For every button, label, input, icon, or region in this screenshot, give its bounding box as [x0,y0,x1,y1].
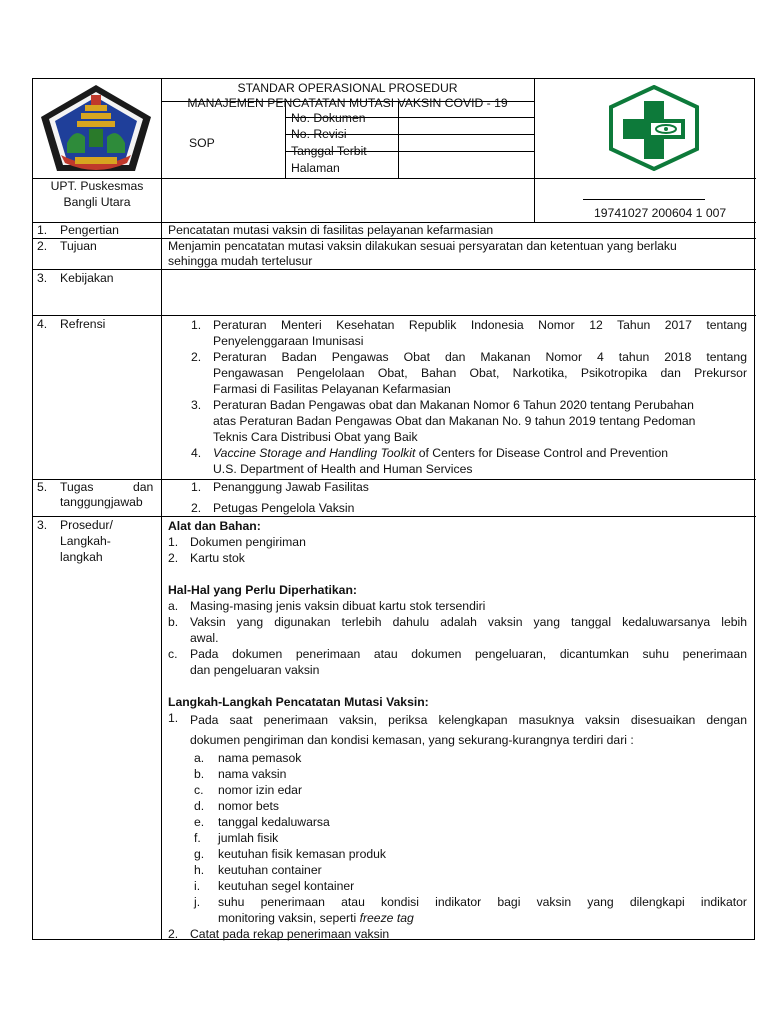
list-item [168,534,747,550]
sub-item-text-part: monitoring vaksin, seperti [218,911,360,925]
list-item [168,782,747,798]
section-heading-langkah: Langkah-Langkah Pencatatan Mutasi Vaksin: [168,695,429,709]
signature-line [583,199,705,200]
row-label-langkah: Langkah- [60,534,111,548]
list-item-text: Farmasi di Fasilitas Pelayanan Kefarmasian [213,382,451,396]
bangli-regency-emblem [39,83,153,175]
list-item [168,830,747,846]
list-item-text: Teknis Cara Distribusi Obat yang Baik [213,430,418,444]
list-item-text: dan pengeluaran vaksin [190,663,320,677]
list-item-number: 1. [168,711,179,725]
row-label-dan: dan [133,480,154,494]
list-item [191,317,747,349]
row-line [33,315,756,316]
list-item-letter: b. [168,615,179,629]
sub-item-letter: c. [194,783,204,797]
sub-item-text: keutuhan container [218,863,322,877]
list-item-text: Peraturan Badan Pengawas Obat dan Makanan Nomor 4 tahun 2018 tentang [213,350,747,364]
list-item-number: 1. [191,480,202,494]
list-item [191,349,747,397]
row-label-referensi: Refrensi [60,317,106,331]
row-label-tugas: Tugas [60,480,94,494]
list-item [168,798,747,814]
list-item-text: Peraturan Badan Pengawas obat dan Makanan Nomor 6 Tahun 2020 tentang Perubahan [213,398,694,412]
italic-title: Vaccine Storage and Handling Toolkit [213,446,416,460]
procedure-content [168,518,747,942]
list-item-text: Pada dokumen penerimaan atau dokumen pengeluaran, dicantumkan suhu penerimaan [190,647,747,661]
sub-item-letter: b. [194,767,205,781]
list-item-number: 2. [168,927,179,941]
sub-item-letter: f. [194,831,201,845]
list-item [168,814,747,830]
sub-item-text: tanggal kedaluwarsa [218,815,330,829]
list-item-text: Catat pada rekap penerimaan vaksin [190,927,390,941]
tujuan-text-line2: sehingga mudah tertelusur [168,254,313,268]
sub-item-letter: j. [194,895,201,909]
row-label-tujuan: Tujuan [60,239,97,253]
org-name-line1: UPT. Puskesmas [50,179,144,193]
doc-field-no-dokumen: No. Dokumen [291,111,366,125]
list-item [168,646,747,678]
sub-item-text: nomor izin edar [218,783,302,797]
spacer [168,566,747,582]
list-item [168,862,747,878]
sop-value-divider [398,101,399,178]
list-item-text: Dokumen pengiriman [190,535,306,549]
list-item [168,878,747,894]
list-item [168,846,747,862]
list-item-text: awal. [190,631,219,645]
org-name-line2: Bangli Utara [63,195,131,209]
sub-item-letter: a. [194,751,205,765]
list-item [168,614,747,646]
list-item-number: 2. [168,551,179,565]
sop-field-divider [285,101,286,178]
list-item [168,926,747,942]
list-item-text: Masing-masing jenis vaksin dibuat kartu stok tersendiri [190,599,486,613]
section-heading-hal: Hal-Hal yang Perlu Diperhatikan: [168,583,357,597]
sub-item-letter: i. [194,879,201,893]
list-item [168,710,747,750]
sub-item-text: jumlah fisik [218,831,279,845]
list-item-text: Pengawasan Pengelolaan Obat, Bahan Obat, Narkotika, Psikotropika dan Prekursor [213,366,747,380]
list-item [168,750,747,766]
row-number: 3. [37,518,48,532]
list-item-number: 1. [168,535,179,549]
list-item-text-rest: of Centers for Disease Control and Prevention [415,446,669,460]
list-item-text: Penanggung Jawab Fasilitas [213,480,369,494]
list-item [168,894,747,926]
sub-item-text: nama vaksin [218,767,287,781]
list-item-number: 1. [191,318,202,332]
list-item-text: Pada saat penerimaan vaksin, periksa kelengkapan masuknya vaksin disesuaikan dengan [190,713,747,727]
list-item-text: Vaksin yang digunakan terlebih dahulu adalah vaksin yang tanggal kedaluwarsanya lebih [190,615,747,629]
sop-document [32,78,755,940]
list-item-text: Kartu stok [190,551,245,565]
sub-item-text [168,910,747,926]
pengertian-text: Pencatatan mutasi vaksin di fasilitas pelayanan kefarmasian [168,223,494,237]
list-item-letter: c. [168,647,178,661]
doc-field-halaman: Halaman [291,161,340,175]
list-item-text [191,445,747,461]
sop-title: STANDAR OPERASIONAL PROSEDUR [237,81,458,95]
sub-item-letter: g. [194,847,205,861]
doc-field-tanggal-terbit: Tanggal Terbit [291,144,367,158]
row-line [33,516,756,517]
list-item-text: Penyelenggaraan Imunisasi [213,334,364,348]
sub-item-text: nomor bets [218,799,279,813]
row-label-kebijakan: Kebijakan [60,271,114,285]
list-item-text: U.S. Department of Health and Human Services [213,462,473,476]
list-item-text: dokumen pengiriman dan kondisi kemasan, yang sekurang-kurangnya terdiri dari : [190,733,634,747]
emblem-icon [39,83,153,175]
list-item-text: Peraturan Menteri Kesehatan Republik Indonesia Nomor 12 Tahun 2017 tentang [213,318,747,332]
column-divider [161,79,162,940]
row-label-prosedur: Prosedur/ [60,518,113,532]
tujuan-text-line1: Menjamin pencatatan mutasi vaksin dilakukan sesuai persyaratan dan ketentuan yang berlaku [168,239,677,253]
row-label-pengertian: Pengertian [60,223,119,237]
list-item-number: 4. [191,446,202,460]
row-label-langkah2: langkah [60,550,103,564]
spacer [168,678,747,694]
list-item [191,397,747,445]
list-item-text: Petugas Pengelola Vaksin [213,501,355,515]
sub-item-letter: d. [194,799,205,813]
list-item [168,550,747,566]
list-item [191,445,747,477]
row-number: 4. [37,317,48,331]
sub-item-text: suhu penerimaan atau kondisi indikator bagi vaksin yang dilengkapi indikator [218,895,747,909]
row-number: 2. [37,239,48,253]
sub-item-text-italic: freeze tag [359,911,414,925]
sub-item-letter: h. [194,863,205,877]
sub-item-letter: e. [194,815,205,829]
section-heading-alat: Alat dan Bahan: [168,519,261,533]
row-line [33,269,756,270]
puskesmas-cross-icon [607,85,701,171]
signatory-nip: 19741027 200604 1 007 [594,206,727,220]
sop-label: SOP [189,136,215,150]
row-label-tanggungjawab: tanggungjawab [60,495,143,509]
row-number: 5. [37,480,48,494]
list-item-letter: a. [168,599,179,613]
list-item [168,598,747,614]
sub-item-text: keutuhan fisik kemasan produk [218,847,387,861]
sop-subtitle: MANAJEMEN PENCATATAN MUTASI VAKSIN COVID - 19 [187,96,508,110]
list-item-number: 2. [191,350,202,364]
doc-field-no-revisi: No. Revisi [291,127,347,141]
list-item-number: 3. [191,398,202,412]
list-item-text: atas Peraturan Badan Pengawas Obat dan Makanan No. 9 tahun 2019 tentang Pedoman [213,414,696,428]
row-number: 1. [37,223,48,237]
list-item-number: 2. [191,501,202,515]
logo-divider [534,79,535,222]
sub-item-text: nama pemasok [218,751,302,765]
puskesmas-logo [607,85,701,171]
reference-list [191,317,747,477]
sub-item-text: keutuhan segel kontainer [218,879,355,893]
row-number: 3. [37,271,48,285]
list-item [168,766,747,782]
